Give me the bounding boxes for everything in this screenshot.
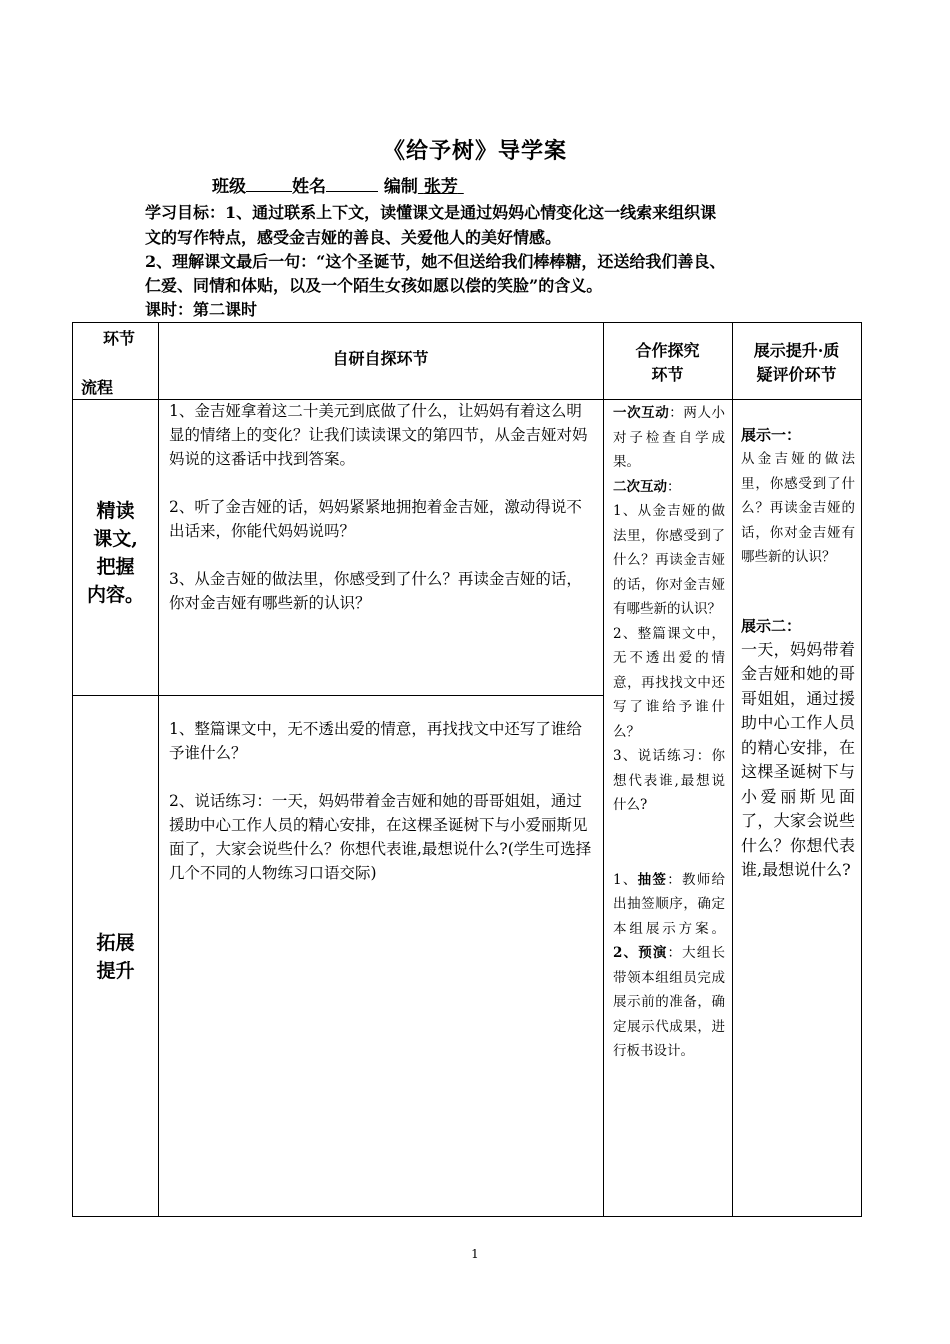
row2-questions [169,717,595,885]
row1-question-1: 1、金吉娅拿着这二十美元到底做了什么，让妈妈有着这么明显的情绪上的变化？让我们读读课文的第四节，从金吉娅对妈妈说的这番话中找到答案。 [169,402,588,468]
row1-questions [169,399,595,615]
col-divider-1 [158,323,159,1216]
row1-question-3: 3、从金吉娅的做法里，你感受到了什么？再读金吉娅的话，你对金吉娅有哪些新的认识？ [169,570,582,612]
lesson-table [72,322,862,1217]
row2-question-2: 2、说话练习：一天，妈妈带着金吉娅和她的哥哥姐姐，通过援助中心工作人员的精心安排，在这棵圣诞树下与小爱丽斯见面了，大家会说些什么？你想代表谁,最想说什么?(学生可选择几个不同的人物练习口语交际) [169,792,592,882]
class-label: 班级 [212,177,246,197]
editor-name: 张芳 [423,177,458,197]
second-interaction-item-2: 2、整篇课文中，无不透出爱的情意，再找找文中还写了谁给予谁什么？ [613,625,725,740]
row1-label-line: 精读 [96,500,135,522]
header-cell-showcase [732,339,861,387]
lesson-period: 课时：第二课时 [145,300,258,319]
showcase-one-label: 展示一： [741,426,802,444]
name-label: 姓名 [292,177,326,197]
row-divider [73,695,603,696]
first-interaction: 一次互动：两人小对子检查自学成果。 [613,405,726,470]
row2-label-line: 提升 [96,960,135,982]
row1-label-line: 内容。 [86,584,144,606]
row1-question-2: 2、听了金吉娅的话，妈妈紧紧地拥抱着金吉娅，激动得说不出话来，你能代妈妈说吗？ [169,498,582,540]
row1-label-line: 把握 [96,556,135,578]
header-info-line [212,175,902,199]
name-blank[interactable] [326,175,378,192]
row2-question-1: 1、整篇课文中，无不透出爱的情意，再找找文中还写了谁给予谁什么？ [169,720,582,762]
showcase-one-text: 从金吉娅的做法里，你感受到了什么？再读金吉娅的话，你对金吉娅有哪些新的认识？ [741,451,855,565]
document-title: 《给予树》导学案 [382,138,567,164]
objective-line-4: 仁爱、同情和体贴，以及一个陌生女孩如愿以偿的笑脸”的含义。 [145,276,603,295]
header-showcase-line1: 展示提升·质 [753,341,840,360]
objective-line-3: 2、理解课文最后一句：“这个圣诞节，她不但送给我们棒棒糖，还送给我们善良、 [145,252,726,271]
header-cell-self-study: 自研自探环节 [332,349,429,368]
row1-label-line: 课文, [93,528,138,550]
cooperation-column [613,401,725,1064]
header-cell-cooperation [603,339,732,387]
showcase-two-text: 一天，妈妈带着金吉娅和她的哥哥姐姐，通过援助中心工作人员的精心安排，在这棵圣诞树下与小爱丽斯见面了，大家会说些什么？你想代表谁,最想说什么? [741,639,855,879]
draw-lots-step: 1、抽签：教师给出抽签顺序，确定本组展示方案。2、预演：大组长带领本组组员完成展示前的准备，确定展示代成果，进行板书设计。 [613,871,726,1059]
showcase-column [741,423,855,883]
editor-label: 编制 [383,177,418,197]
objective-line-2: 文的写作特点，感受金吉娅的善良、关爱他人的美好情感。 [145,228,562,247]
showcase-two-label: 展示二： [741,616,802,635]
row2-label-line: 拓展 [96,932,135,954]
header-cooperation-line1: 合作探究 [635,341,700,360]
header-showcase-line2: 疑评价环节 [756,365,837,384]
objective-line-1: 学习目标：1、通过联系上下文，读懂课文是通过妈妈心情变化这一线索来组织课 [145,203,717,222]
page-number: 1 [471,1247,479,1261]
col-divider-3 [732,323,733,1216]
class-blank[interactable] [246,175,292,192]
header-cell-stage-top: 环节 [103,329,136,348]
header-cooperation-line2: 环节 [651,365,684,384]
row1-label [73,497,158,609]
col-divider-2 [603,323,604,1216]
second-interaction-item-3: 3、说话练习：你想代表谁,最想说什么? [613,748,725,813]
row2-label [73,929,158,985]
header-cell-stage-bottom: 流程 [81,378,114,397]
second-interaction: 二次互动： [613,478,681,495]
second-interaction-item-1: 1、从金吉娅的做法里，你感受到了什么？再读金吉娅的话，你对金吉娅有哪些新的认识？ [613,503,725,617]
